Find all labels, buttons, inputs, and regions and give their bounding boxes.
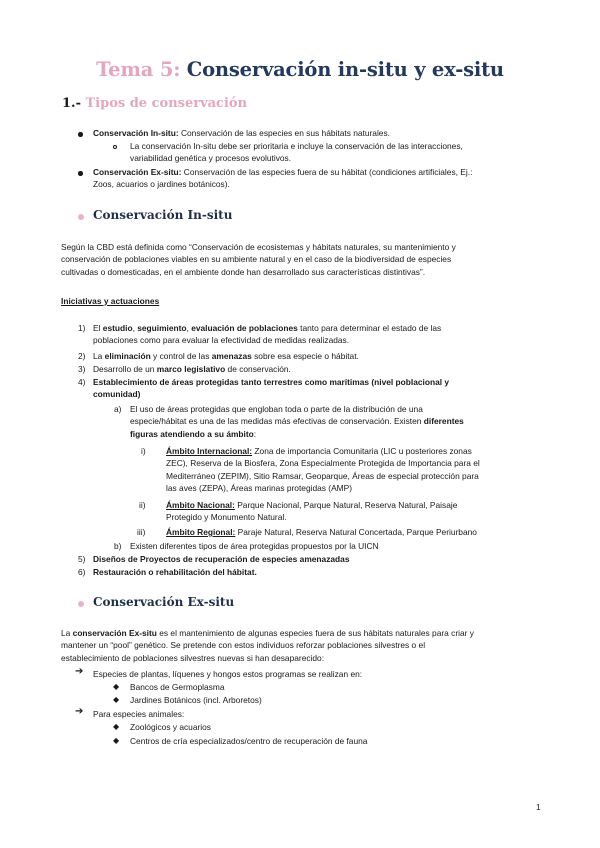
item-4a: El uso de áreas protegidas que engloban toda o parte de la distribución de una especie/hábitat es una de las medidas más efectivas de conservación. Existen diferentes figuras atendiendo a su ámbito: [130,404,464,439]
section-dot-icon [78,601,84,607]
section-title-insitu: Conservación In-situ [93,208,233,222]
item-roman: i) [141,446,146,456]
bullet-icon [78,171,83,176]
item-1: El estudio, seguimiento, evaluación de poblaciones tanto para determinar el estado de las poblaciones como para evaluar la efectividad de medidas realizadas. [93,323,442,346]
diamond-bullet-icon: ◆ [113,682,120,691]
exsitu-animals: Para especies animales: [93,709,185,719]
heading-number: 1.- [62,96,81,111]
item-r3: Ámbito Regional: Paraje Natural, Reserva Natural Concertada, Parque Periurbano [166,527,477,537]
diamond-bullet-icon: ◆ [113,736,120,745]
page-title [0,58,600,81]
item-4b: Existen diferentes tipos de área protegidas propuestos por la UICN [130,541,379,551]
animal-item: Centros de cría especializados/centro de recuperación de fauna [130,736,368,746]
item-number: 1) [78,323,86,333]
diamond-bullet-icon: ◆ [113,722,120,731]
item-roman: iii) [137,527,146,537]
item-number: 6) [78,567,86,577]
plant-item: Bancos de Germoplasma [130,682,225,692]
item-roman: ii) [139,500,146,510]
item-r1: Ámbito Internacional: Zona de importancia Comunitaria (LIC u posteriores zonas ZEC), Reserva de la Biosfera, Zona Especialmente Protegida de Importancia para el Mediterráneo (ZEPIM), Sitio Ramsar, Geoparque, Áreas de especial protección para las aves (ZEPA), Áreas marinas protegidas (AMP) [166,446,480,494]
item-2: La eliminación y control de las amenazas sobre esa especie o hábitat. [93,351,359,361]
type-insitu: Conservación In-situ: Conservación de las especies en sus hábitats naturales. [93,128,390,138]
insitu-paragraph: Según la CBD está definida como “Conservación de ecosistemas y hábitats naturales, su mantenimiento y conservación de poblaciones viables en su ambiente natural y en el caso de la biodiversidad de especies cultivadas o domesticadas, en el ambiente donde han desarrollado sus características distintivas”. [61,242,456,277]
bullet-icon [78,132,83,137]
exsitu-paragraph: La conservación Ex-situ es el mantenimiento de algunas especies fuera de sus hábitats naturales para criar y mantener un “pool” genético. Se pretende con estos individuos reforzar poblaciones silvestres o el establecimiento de poblaciones silvestres nuevas si han desaparecido: [61,628,474,663]
circle-bullet-icon [113,145,117,149]
item-number: 2) [78,351,86,361]
section-dot-icon [78,214,84,220]
type-insitu-sub: La conservación In-situ debe ser prioritaria e incluye la conservación de las interacciones, variabilidad genética y procesos evolutivos. [130,141,463,164]
heading-text: Tipos de conservación [85,96,248,111]
arrow-right-icon: ➔ [75,666,84,677]
item-number: 4) [78,377,86,387]
plant-item: Jardines Botánicos (incl. Arboretos) [130,695,262,705]
item-r2: Ámbito Nacional: Parque Nacional, Parque Natural, Reserva Natural, Paisaje Protegido y Monumento Natural. [166,500,458,523]
title-prefix: Tema 5: [96,58,181,81]
type-exsitu: Conservación Ex-situ: Conservación de las especies fuera de su hábitat (condiciones artificiales, Ej.: Zoos, acuarios o jardines botánicos). [93,167,473,190]
item-number: 3) [78,364,86,374]
item-letter: b) [114,541,122,551]
title-main: Conservación in-situ y ex-situ [186,58,504,81]
item-4: Establecimiento de áreas protegidas tanto terrestres como marítimas (nivel poblacional y comunidad) [93,377,450,400]
item-6: Restauración o rehabilitación del hábitat. [93,567,257,577]
item-letter: a) [114,404,122,414]
diamond-bullet-icon: ◆ [113,695,120,704]
section-title-exsitu: Conservación Ex-situ [93,595,235,609]
page-number: 1 [536,802,541,812]
item-number: 5) [78,554,86,564]
item-5: Diseños de Proyectos de recuperación de especies amenazadas [93,554,350,564]
heading-tipos [62,96,247,111]
animal-item: Zoológicos y acuarios [130,722,211,732]
item-3: Desarrollo de un marco legislativo de conservación. [93,364,291,374]
exsitu-plants: Especies de plantas, líquenes y hongos estos programas se realizan en: [93,669,363,679]
arrow-right-icon: ➔ [75,706,84,717]
subheading-iniciativas: Iniciativas y actuaciones [61,296,160,306]
